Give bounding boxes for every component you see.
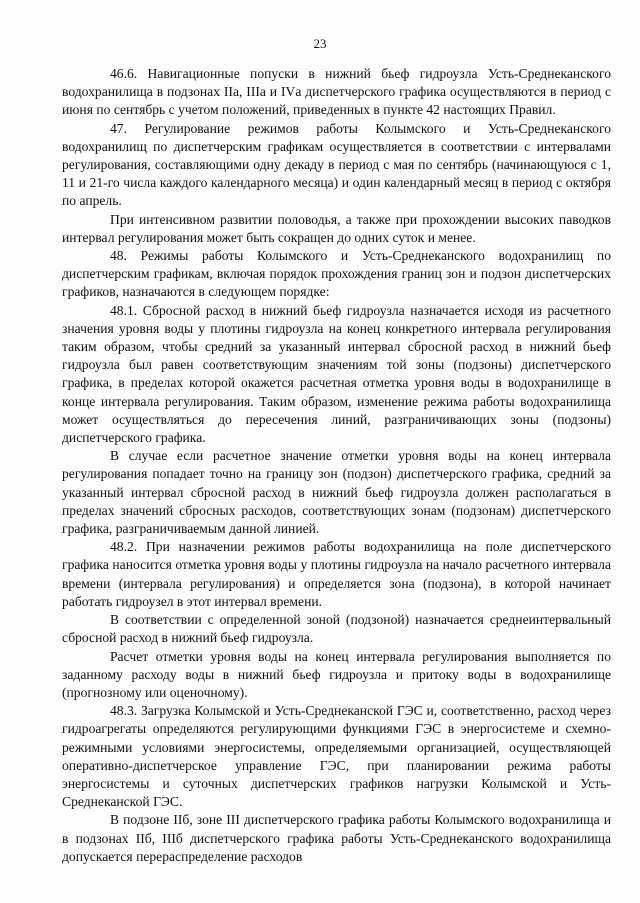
paragraph-48-1: 48.1. Сбросной расход в нижний бьеф гидроузла назначается исходя из расчетного значения уровня воды у плотины гидроузла на конец конкретного интервала регулирования таким образом, чтобы средний за указанный интервал сбросной расход в нижний бьеф гидроузла был равен соответствующим значениям той зоны (подзоны) диспетчерского графика, в пределах которой окажется расчетная отметка уровня воды в водохранилище в конце интервала регулирования. Таким образом, изменение режима работы водохранилища может осуществляться до пересечения линий, разграничивающих зоны (подзоны) диспетчерского графика. [62, 302, 611, 446]
page-number: 23 [313, 36, 327, 51]
paragraph-48: 48. Режимы работы Колымского и Усть-Среднеканского водохранилищ по диспетчерским графикам, включая порядок прохождения границ зон и подзон диспетчерских графиков, назначаются в следующем порядке: [62, 248, 611, 300]
paragraph-48-3-subzone: В подзоне IIб, зоне III диспетчерского графика работы Колымского водохранилища и в подзонах IIб, IIIб диспетчерского графика работы Усть-Среднеканского водохранилища допускается перераспределение расходов [62, 812, 611, 864]
paragraph-48-2-calc: Расчет отметки уровня воды на конец интервала регулирования выполняется по заданному расходу воды в нижний бьеф гидроузла и притоку воды в водохранилище (прогнозному или оценочному). [62, 648, 611, 700]
document-body [62, 65, 611, 866]
paragraph-48-1-boundary: В случае если расчетное значение отметки уровня воды на конец интервала регулирования попадает точно на границу зон (подзон) диспетчерского графика, средний за указанный интервал сбросной расход в нижний бьеф гидроузла должен располагаться в пределах значений сбросных расходов, соответствующих зонам (подзонам) диспетчерского графика, разграничиваемым данной линией. [62, 448, 611, 537]
paragraph-47-flood: При интенсивном развитии половодья, а также при прохождении высоких паводков интервал регулирования может быть сокращен до одних суток и менее. [62, 211, 611, 245]
paragraph-48-2-zone: В соответствии с определенной зоной (подзоной) назначается среднеинтервальный сбросной расход в нижний бьеф гидроузла. [62, 612, 611, 646]
paragraph-46-6: 46.6. Навигационные попуски в нижний бьеф гидроузла Усть-Среднеканского водохранилища в подзонах IIа, IIIа и IVа диспетчерского графика осуществляются в период с июня по сентябрь с учетом положений, приведенных в пункте 42 настоящих Правил. [62, 66, 611, 118]
paragraph-48-3: 48.3. Загрузка Колымской и Усть-Среднеканской ГЭС и, соответственно, расход через гидроагрегаты определяются регулирующими функциями ГЭС в энергосистеме и схемно-режимными условиями энергосистемы, определяемыми организацией, осуществляющей оперативно-диспетчерское управление ГЭС, при планировании режима работы энергосистемы и суточных диспетчерских графиков нагрузки Колымской и Усть-Среднеканской ГЭС. [62, 703, 611, 810]
paragraph-47: 47. Регулирование режимов работы Колымского и Усть-Среднеканского водохранилищ по диспетчерским графикам осуществляется в соответствии с интервалами регулирования, составляющими одну декаду в период с мая по сентябрь (начинающуюся с 1, 11 и 21-го числа каждого календарного месяца) и один календарный месяц в период с октября по апрель. [62, 120, 611, 209]
paragraph-48-2: 48.2. При назначении режимов работы водохранилища на поле диспетчерского графика наносится отметка уровня воды у плотины гидроузла на начало расчетного интервала времени (интервала регулирования) и определяется зона (подзона), в которой начинает работать гидроузел в этот интервал времени. [62, 539, 611, 609]
